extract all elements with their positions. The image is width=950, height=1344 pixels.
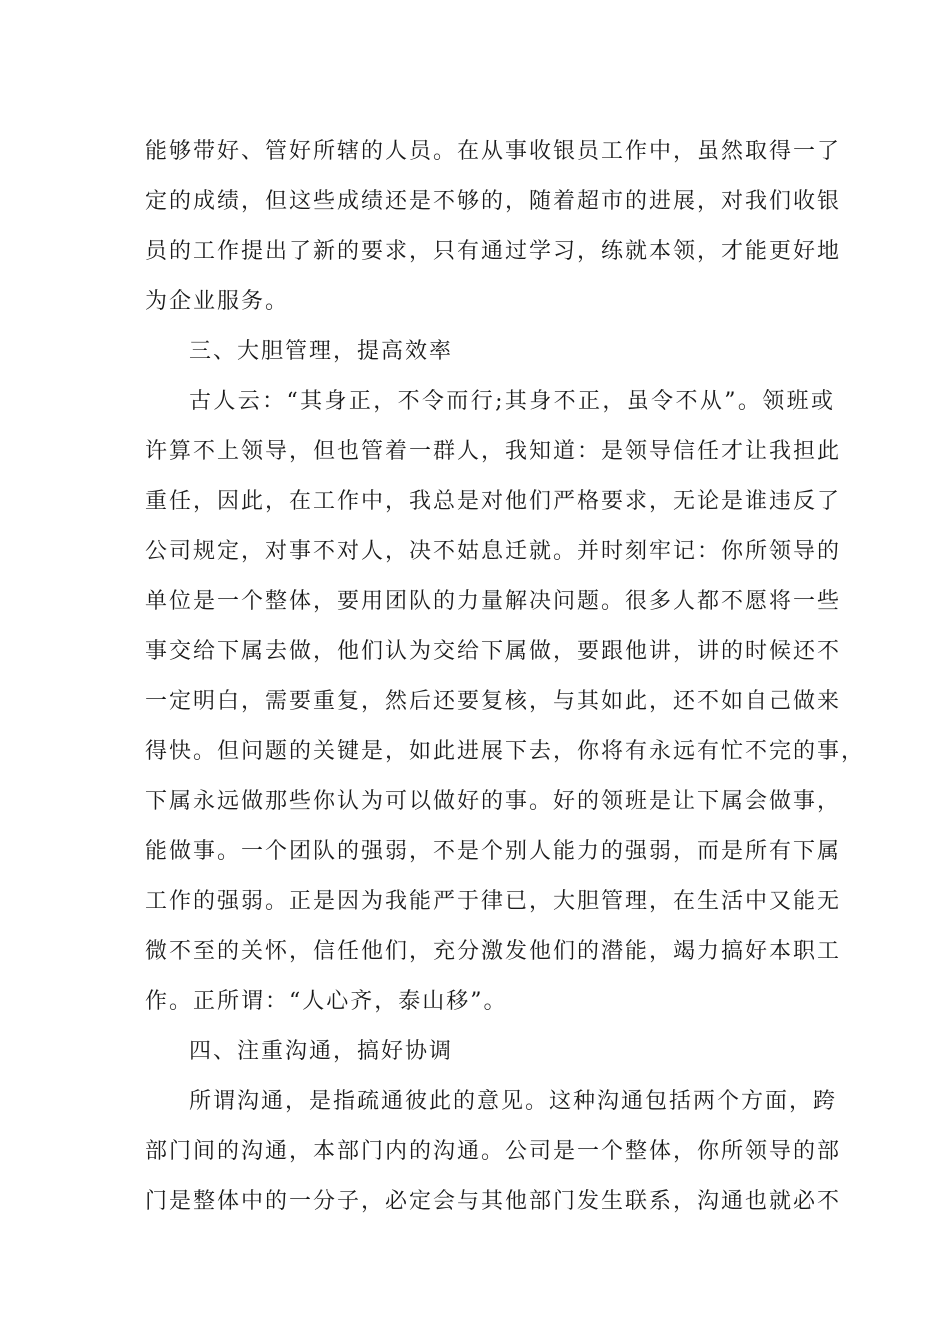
text-line: 许算不上领导，但也管着一群人，我知道：是领导信任才让我担此 (145, 439, 842, 464)
text-line: 所谓沟通，是指疏通彼此的意见。这种沟通包括两个方面，跨 (189, 1089, 838, 1114)
text-line: 为企业服务。 (145, 289, 290, 314)
text-line: 古人云：“其身正，不令而行;其身不正，虽令不从”。领班或 (189, 389, 835, 414)
document-body (145, 127, 866, 1227)
text-line: 作。正所谓：“人心齐，泰山移”。 (145, 989, 508, 1014)
text-line: 单位是一个整体，要用团队的力量解决问题。很多人都不愿将一些 (145, 589, 842, 614)
text-line: 公司规定，对事不对人，决不姑息迁就。并时刻牢记：你所领导的 (145, 539, 842, 564)
text-line: 工作的强弱。正是因为我能严于律已，大胆管理，在生活中又能无 (145, 889, 842, 914)
text-line: 事交给下属去做，他们认为交给下属做，要跟他讲，讲的时候还不 (145, 639, 842, 664)
text-line: 能做事。一个团队的强弱，不是个别人能力的强弱，而是所有下属 (145, 839, 842, 864)
text-line: 门是整体中的一分子，必定会与其他部门发生联系，沟通也就必不 (145, 1189, 842, 1214)
text-line: 下属永远做那些你认为可以做好的事。好的领班是让下属会做事， (145, 789, 842, 814)
text-line: 一定明白，需要重复，然后还要复核，与其如此，还不如自己做来 (145, 689, 842, 714)
section-heading: 三、大胆管理，提高效率 (189, 339, 454, 364)
text-line: 员的工作提出了新的要求，只有通过学习，练就本领，才能更好地 (145, 239, 842, 264)
text-line: 得快。但问题的关键是，如此进展下去，你将有永远有忙不完的事， (145, 739, 866, 764)
text-line: 微不至的关怀，信任他们，充分激发他们的潜能，竭力搞好本职工 (145, 939, 842, 964)
text-line: 重任，因此，在工作中，我总是对他们严格要求，无论是谁违反了 (145, 489, 842, 514)
text-line: 定的成绩，但这些成绩还是不够的，随着超市的进展，对我们收银 (145, 189, 842, 214)
text-line: 能够带好、管好所辖的人员。在从事收银员工作中，虽然取得一了 (145, 139, 842, 164)
text-line: 部门间的沟通，本部门内的沟通。公司是一个整体，你所领导的部 (145, 1139, 842, 1164)
section-heading: 四、注重沟通，搞好协调 (189, 1039, 454, 1064)
